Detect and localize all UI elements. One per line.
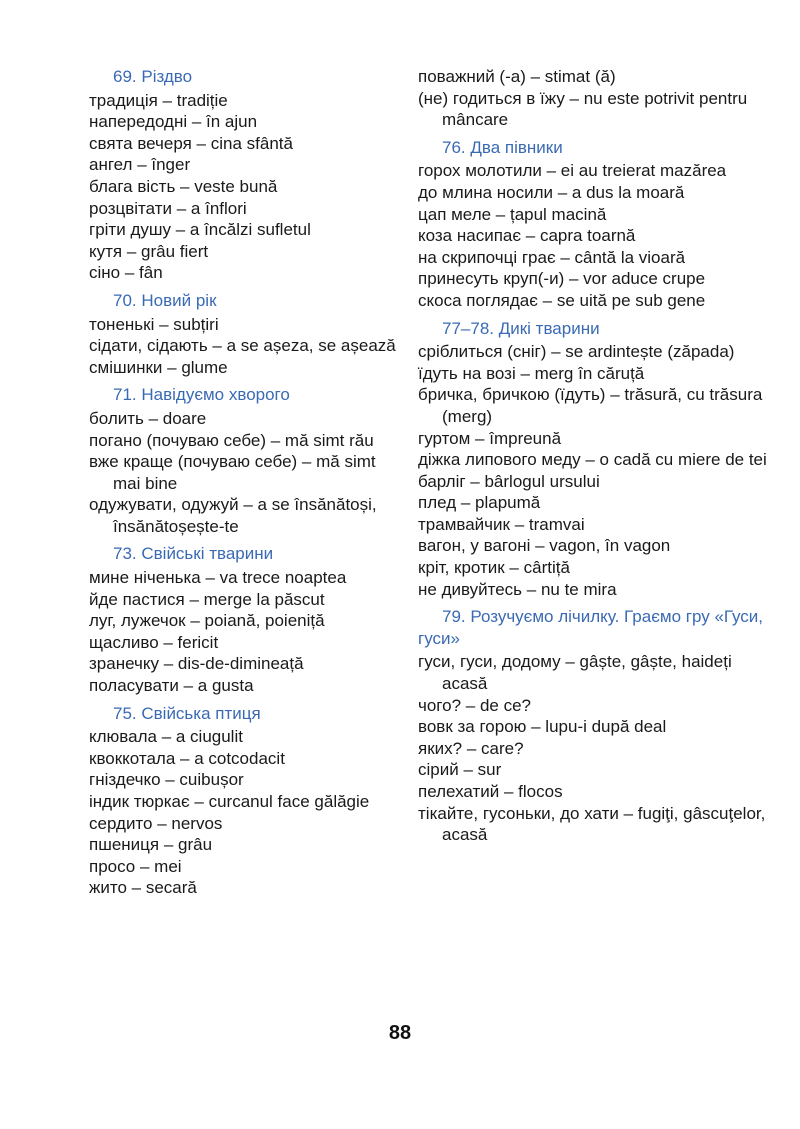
- vocab-entry: смішинки – glume: [89, 357, 228, 377]
- section-heading: 76. Два півники: [442, 137, 563, 157]
- vocab-entry: вже краще (почуваю себе) – mă simt mai bine: [89, 452, 376, 493]
- vocab-entry: луг, лужечок – poiană, poieniță: [89, 611, 325, 631]
- vocab-entry: свята вечеря – cina sfântă: [89, 133, 293, 153]
- vocab-entry: сріблиться (сніг) – se ardintește (zăpada): [418, 342, 735, 362]
- vocab-entry: одужувати, одужуй – a se însănătoși, însănătoșește-te: [89, 495, 377, 536]
- vocab-entry: клювала – a ciugulit: [89, 727, 243, 747]
- vocab-entry: погано (почуваю себе) – mă simt rău: [89, 430, 374, 450]
- left-column: [89, 66, 407, 899]
- vocab-entry: щасливо – fericit: [89, 632, 219, 652]
- vocab-entry: гуртом – împreună: [418, 428, 562, 448]
- vocab-entry: до млина носили – a dus la moară: [418, 182, 685, 202]
- vocab-entry: трамвайчик – tramvai: [418, 514, 585, 534]
- right-column: [418, 66, 778, 846]
- vocab-entry: болить – doare: [89, 408, 207, 428]
- vocab-entry: індик тюркає – curcanul face gălăgie: [89, 792, 370, 811]
- section-heading: 69. Різдво: [113, 67, 193, 86]
- vocab-entry: пелехатий – flocos: [418, 782, 563, 801]
- vocab-entry: традиція – tradiție: [89, 90, 228, 110]
- vocab-entry: принесуть круп(-и) – vor aduce crupe: [418, 269, 706, 289]
- vocab-entry: кутя – grâu fiert: [89, 241, 209, 261]
- vocab-entry: діжка липового меду – o cadă cu miere de tei: [418, 450, 767, 470]
- vocab-entry: гріти душу – a încălzi sufletul: [89, 220, 311, 240]
- vocab-entry: розцвітати – a înflori: [89, 198, 247, 218]
- vocab-entry: зранечку – dis-de-dimineață: [89, 654, 304, 674]
- vocab-entry: квоккотала – a cotcodacit: [89, 748, 285, 768]
- vocab-entry: барліг – bârlogul ursului: [418, 471, 600, 491]
- vocab-entry: блага вість – veste bună: [89, 176, 278, 196]
- vocab-entry: сідати, сідають – a se așeza, se așează: [89, 336, 396, 356]
- vocab-entry: поважний (-а) – stimat (ă): [418, 67, 616, 86]
- vocab-entry: вагон, у вагоні – vagon, în vagon: [418, 536, 671, 556]
- vocab-entry: плед – plapumă: [418, 493, 541, 513]
- vocab-entry: гніздечко – cuibușor: [89, 770, 244, 790]
- section-heading: 79. Розучуємо лічилку. Граємо гру «Гуси, гуси»: [418, 607, 763, 648]
- section-heading: 71. Навідуємо хворого: [113, 385, 290, 405]
- vocab-entry: гуси, гуси, додому – gâște, gâște, haideți acasă: [418, 652, 732, 694]
- section-heading: 73. Свійські тварини: [113, 544, 274, 564]
- vocab-entry: просо – mei: [89, 856, 182, 876]
- vocab-entry: напередодні – în ajun: [89, 112, 258, 132]
- vocab-entry: горох молотили – ei au treierat mazărea: [418, 161, 727, 181]
- page-number: 88: [388, 1022, 412, 1044]
- vocab-entry: жито – secară: [89, 878, 197, 898]
- section-heading: 70. Новий рік: [113, 290, 217, 310]
- vocab-entry: бричка, бричкою (їдуть) – trăsură, cu trăsura (merg): [418, 385, 763, 426]
- vocab-entry: сіно – fân: [89, 263, 163, 283]
- vocab-entry: чого? – de ce?: [418, 695, 531, 715]
- vocab-entry: скоса поглядає – se uită pe sub gene: [418, 290, 706, 310]
- vocab-entry: мине ніченька – va trece noaptea: [89, 568, 347, 588]
- vocab-entry: тоненькі – subțiri: [89, 314, 219, 334]
- vocab-entry: пшениця – grâu: [89, 835, 213, 855]
- vocab-entry: ангел – înger: [89, 155, 191, 175]
- section-heading: 77–78. Дикі тварини: [442, 318, 600, 338]
- vocab-entry: вовк за горою – lupu-i după deal: [418, 717, 667, 737]
- vocab-entry: на скрипочці грає – cântă la vioară: [418, 247, 686, 267]
- vocab-entry: тікайте, гусоньки, до хати – fugiţi, gâscuţelor, acasă: [418, 803, 766, 845]
- section-heading: 75. Свійська птиця: [113, 703, 261, 723]
- vocab-entry: поласувати – a gusta: [89, 676, 254, 696]
- vocab-entry: кріт, кротик – cârtiță: [418, 558, 570, 578]
- vocab-entry: не дивуйтесь – nu te mira: [418, 579, 617, 599]
- vocab-entry: коза насипає – capra toarnă: [418, 226, 636, 246]
- vocab-entry: цап меле – țapul macină: [418, 204, 607, 224]
- vocab-entry: сердито – nervos: [89, 813, 223, 833]
- vocab-entry: їдуть на возі – merg în căruță: [418, 363, 645, 383]
- vocab-entry: яких? – care?: [418, 738, 524, 758]
- vocab-entry: йде пастися – merge la păscut: [89, 589, 325, 609]
- vocab-entry: сірий – sur: [418, 760, 502, 780]
- vocab-entry: (не) годиться в їжу – nu este potrivit pentru mâncare: [418, 88, 748, 130]
